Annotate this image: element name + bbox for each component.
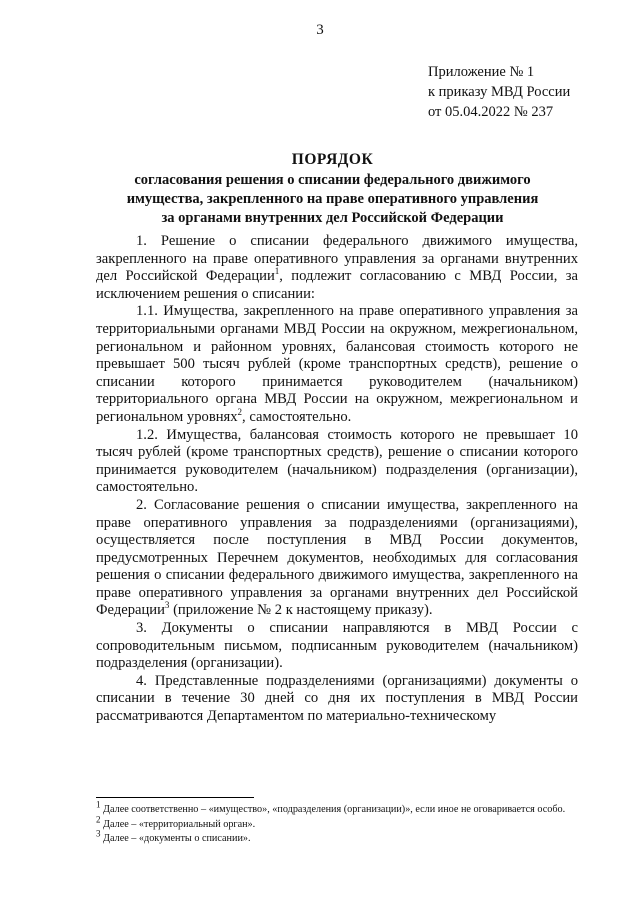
footnotes — [96, 799, 578, 847]
paragraph-1-text-b: , подлежит согласованию с МВД России, за исключением решения о списании: — [96, 268, 578, 302]
document-title — [90, 150, 575, 228]
paragraph-1-text-a: 1. Решение о списании федерального движимого имущества, закрепленного на праве оперативного управления за органами внутренних дел Российской Федерации — [96, 233, 578, 285]
title-line-3: за органами внутренних дел Российской Федерации — [161, 210, 504, 226]
paragraph-1-1 — [96, 303, 578, 426]
paragraph-1 — [96, 233, 578, 303]
footnote-ref-1: 1 — [274, 266, 280, 277]
footnote-3-number: 3 — [96, 828, 101, 839]
footnote-1-text: Далее соответственно – «имущество», «подразделения (организации)», если иное не оговаривается особо. — [100, 804, 566, 815]
appendix-line-1: Приложение № 1 — [428, 64, 535, 80]
paragraph-1-1-text-a: 1.1. Имущества, закрепленного на праве оперативного управления за территориальными органами МВД России на окружном, межрегиональном, региональном и районном уровнях, балансовая стоимость которого не превышает 500 тысяч рублей (кроме транспортных средств), решение о списании которого принимается руководителем (начальником) территориального органа МВД России на окружном, межрегиональном и региональном уровнях — [96, 303, 578, 425]
footnote-2-number: 2 — [96, 814, 101, 825]
paragraph-1-1-text-b: , самостоятельно. — [242, 408, 352, 425]
paragraph-2-text-a: 2. Согласование решения о списании имущества, закрепленного на праве оперативного управления за подразделениями (организациями), осуществляется после поступления в МВД России документов, предусмотренных Перечнем документов, необходимых для согласования решения о списании федерального движимого имущества, закрепленного на праве оперативного управления за органами внутренних дел Российской Федерации — [96, 496, 578, 619]
footnote-2 — [96, 814, 578, 832]
footnote-ref-3: 3 — [164, 600, 170, 611]
paragraph-2 — [96, 497, 578, 620]
footnote-2-text: Далее – «территориальный орган». — [100, 818, 256, 830]
appendix-line-3: от 05.04.2022 № 237 — [428, 104, 554, 120]
title-line-2: имущества, закрепленного на праве оперативного управления — [126, 191, 539, 207]
paragraph-2-text-b: (приложение № 2 к настоящему приказу). — [169, 602, 433, 619]
footnote-1 — [96, 799, 578, 817]
paragraph-3: 3. Документы о списании направляются в МВД России с сопроводительным письмом, подписанным руководителем (начальником) подразделения (организации). — [96, 620, 578, 672]
appendix-header — [428, 62, 570, 122]
document-body — [96, 233, 578, 726]
appendix-line-2: к приказу МВД России — [428, 84, 571, 100]
title-line-1: согласования решения о списании федерального движимого — [134, 172, 531, 188]
footnote-ref-2: 2 — [237, 407, 243, 418]
paragraph-1-2: 1.2. Имущества, балансовая стоимость которого не превышает 10 тысяч рублей (кроме транспортных средств), решение о списании которого принимается руководителем (начальником) подразделения (организации), самостоятельно. — [96, 426, 578, 496]
footnote-3 — [96, 828, 578, 846]
footnote-1-number: 1 — [96, 799, 101, 810]
footnote-divider — [96, 797, 254, 798]
page-number: 3 — [316, 22, 324, 38]
footnote-3-text: Далее – «документы о списании». — [100, 833, 251, 844]
paragraph-4: 4. Представленные подразделениями (организациями) документы о списании в течение 30 дней со дня их поступления в МВД России рассматриваются Департаментом по материально-техническому — [96, 672, 578, 725]
title-heading: ПОРЯДОК — [291, 151, 374, 168]
